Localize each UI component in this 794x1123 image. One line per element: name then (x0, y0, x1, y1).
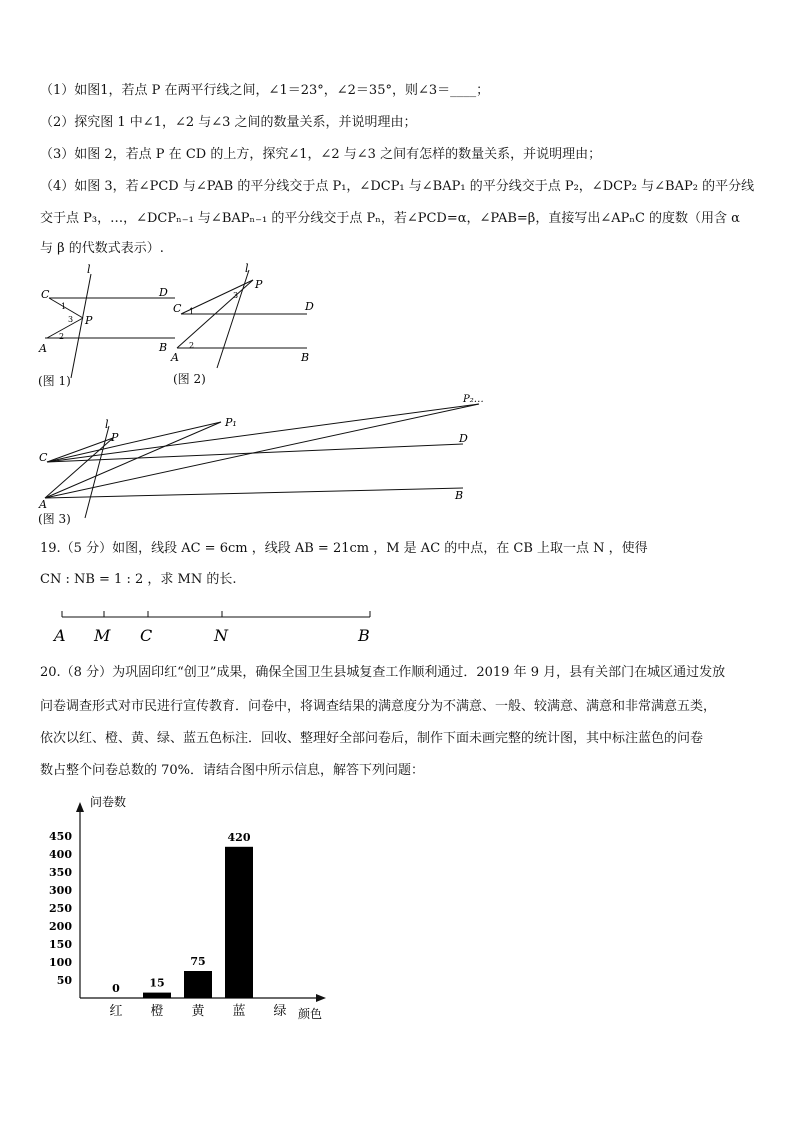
bar-1 (143, 993, 171, 998)
q19-line1: 19.（5 分）如图，线段 AC = 6cm ，线段 AB = 21cm ，M 是 AC 的中点，在 CB 上取一点 N ，使得 (40, 541, 648, 556)
fig2-angle-2: 2 (189, 341, 195, 350)
fig2-label-b: B (301, 351, 310, 364)
y-axis-arrow (76, 802, 84, 812)
point-b-label: B (358, 626, 370, 645)
fig1-label-c: C (41, 288, 50, 301)
y-tick-label: 450 (49, 830, 72, 843)
y-tick-label: 300 (49, 884, 72, 897)
q19-line2: CN : NB = 1 : 2 ，求 MN 的长. (40, 572, 237, 587)
fig1-label-b: B (159, 341, 168, 354)
category-label: 红 (109, 1004, 123, 1019)
y-tick-label: 400 (49, 848, 72, 861)
bar-chart (40, 790, 340, 1030)
fig1-angle-2: 2 (59, 332, 65, 341)
y-tick-label: 350 (49, 866, 72, 879)
fig3-label-b: B (455, 489, 464, 502)
q18-part4-line1: （4）如图 3，若∠PCD 与∠PAB 的平分线交于点 P₁，∠DCP₁ 与∠BAP₁ 的平分线交于点 P₂，∠DCP₂ 与∠BAP₂ 的平分线 (40, 179, 755, 194)
fig3-label-p: P (111, 431, 119, 444)
bar-value-label: 0 (112, 982, 120, 995)
fig3-caption: (图 3) (38, 512, 71, 526)
bar-value-label: 75 (190, 955, 206, 968)
q20-line3: 依次以红、橙、黄、绿、蓝五色标注．回收、整理好全部问卷后，制作下面未画完整的统计图，其中标注蓝色的问卷 (40, 731, 704, 746)
category-label: 蓝 (232, 1004, 246, 1019)
figure-2 (165, 262, 325, 372)
q20-line4: 数占整个问卷总数的 70%．请结合图中所示信息，解答下列问题： (40, 763, 425, 778)
fig3-label-p2: P₂… (463, 394, 484, 405)
fig1-label-l: l (87, 263, 91, 276)
bar-2 (184, 971, 212, 998)
y-tick-label: 200 (49, 920, 72, 933)
category-label: 黄 (191, 1004, 205, 1019)
q20-line2: 问卷调查形式对市民进行宣传教育．问卷中，将调查结果的满意度分为不满意、一般、较满意、满意和非常满意五类， (40, 699, 717, 714)
fig2-label-d: D (305, 300, 314, 313)
fig3-label-p1: P₁ (225, 416, 237, 429)
x-axis-arrow (316, 994, 326, 1002)
fig2-caption: (图 2) (173, 372, 206, 386)
point-m-label: M (94, 626, 111, 645)
fig3-label-l: l (105, 418, 109, 431)
q18-part4-line2: 交于点 P₃，…，∠DCPₙ₋₁ 与∠BAPₙ₋₁ 的平分线交于点 Pₙ，若∠PCD=α，∠PAB=β，直接写出∠APₙC 的度数（用含 α (40, 211, 740, 226)
y-tick-label: 150 (49, 938, 72, 951)
fig1-caption: (图 1) (38, 374, 71, 388)
bar-value-label: 15 (149, 976, 165, 990)
q20-line1: 20.（8 分）为巩固印红“创卫”成果，确保全国卫生县城复查工作顺利通过．2019 年 9 月，县有关部门在城区通过发放 (40, 665, 726, 680)
fig1-label-p: P (85, 314, 93, 327)
fig1-label-d: D (159, 286, 168, 299)
x-axis-label: 颜色 (298, 1007, 323, 1021)
point-a-label: A (54, 626, 66, 645)
point-n-label: N (214, 626, 228, 645)
y-tick-label: 50 (56, 974, 72, 987)
fig2-angle-3: 3 (233, 291, 239, 300)
fig1-angle-3: 3 (68, 315, 74, 324)
fig2-label-p: P (255, 278, 263, 291)
y-tick-label: 100 (49, 956, 72, 969)
point-c-label: C (140, 626, 153, 645)
fig3-label-a: A (39, 498, 47, 511)
y-tick-label: 250 (49, 902, 72, 915)
q18-part2: （2）探究图 1 中∠1，∠2 与∠3 之间的数量关系，并说明理由； (40, 115, 417, 130)
fig2-label-c: C (173, 302, 182, 315)
bar-value-label: 420 (227, 830, 251, 844)
figure-3 (35, 390, 495, 520)
fig2-label-l: l (245, 262, 249, 275)
fig2-angle-1: 1 (189, 307, 195, 316)
fig1-label-a: A (39, 342, 47, 355)
fig1-angle-1: 1 (61, 302, 67, 311)
y-axis-label: 问卷数 (90, 795, 127, 809)
category-label: 绿 (273, 1004, 287, 1019)
fig2-label-a: A (171, 351, 179, 364)
fig3-label-d: D (459, 432, 468, 445)
fig3-label-c: C (39, 451, 48, 464)
bar-3 (225, 847, 253, 998)
q18-part3: （3）如图 2，若点 P 在 CD 的上方，探究∠1，∠2 与∠3 之间有怎样的数量关系，并说明理由； (40, 147, 602, 162)
segment-figure (50, 605, 390, 647)
q18-part1: （1）如图1，若点 P 在两平行线之间，∠1＝23°，∠2＝35°，则∠3＝____； (40, 83, 490, 98)
q18-part4-line3: 与 β 的代数式表示）. (40, 241, 164, 256)
category-label: 橙 (150, 1004, 164, 1019)
